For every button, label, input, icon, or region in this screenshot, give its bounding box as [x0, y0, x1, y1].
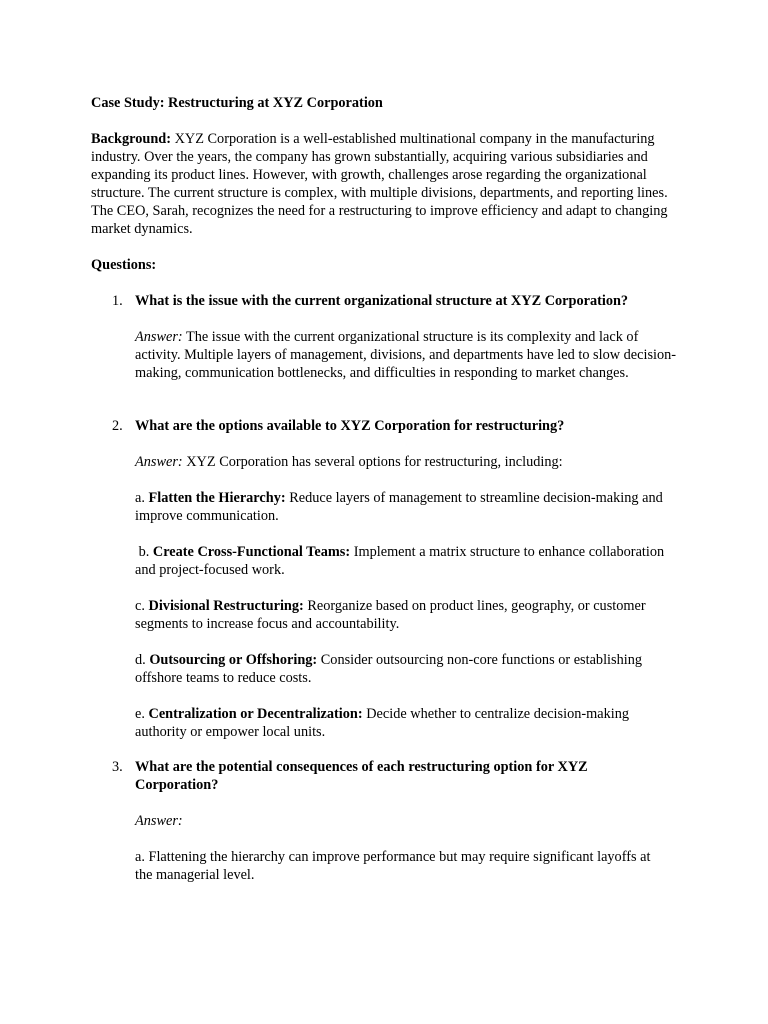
option-d: [135, 651, 683, 687]
question-number: 1.: [112, 293, 123, 309]
background-label: Background:: [91, 131, 171, 147]
background-text: XYZ Corporation is a well-established multinational company in the manufacturing industry. Over the years, the company has grown substantially, acquiring various subsidiaries and expanding its product lines. However, with growth, challenges arose regarding the organizational structure. The current structure is complex, with multiple divisions, departments, and reporting lines. The CEO, Sarah, recognizes the need for a restructuring to improve efficiency and adapt to changing market dynamics.: [91, 131, 668, 237]
option-text: Implement a matrix structure to enhance collaboration and project-focused work.: [135, 544, 665, 578]
question-3-text: What are the potential consequences of each restructuring option for XYZ Corporation?: [135, 759, 588, 793]
questions-heading: Questions:: [91, 257, 157, 273]
option-letter: d.: [135, 652, 146, 668]
option-c: [135, 597, 683, 633]
question-2-text: What are the options available to XYZ Corporation for restructuring?: [135, 418, 565, 434]
question-3-answer: [135, 812, 683, 830]
option-e: [135, 705, 683, 741]
answer-text: XYZ Corporation has several options for restructuring, including:: [186, 454, 563, 470]
option-letter: b.: [138, 544, 150, 560]
option-a: [135, 489, 683, 525]
question-2-answer: [135, 453, 683, 471]
answer-label: Answer:: [135, 454, 183, 470]
consequence-text: Flattening the hierarchy can improve performance but may require significant layoffs at the managerial level.: [135, 849, 651, 883]
option-text: Decide whether to centralize decision-making authority or empower local units.: [135, 706, 630, 740]
option-b: [135, 543, 683, 579]
answer-text: The issue with the current organizational structure is its complexity and lack of activity. Multiple layers of management, divisions, and departments have led to slow decision-making, communication bottlenecks, and difficulties in responding to market changes.: [135, 329, 677, 381]
option-title: Flatten the Hierarchy:: [148, 490, 286, 506]
question-1-answer: [135, 328, 683, 382]
page-title: Case Study: Restructuring at XYZ Corporation: [91, 95, 383, 111]
answer-label: Answer:: [135, 813, 183, 829]
option-title: Outsourcing or Offshoring:: [149, 652, 318, 668]
option-title: Centralization or Decentralization:: [148, 706, 363, 722]
option-letter: a.: [135, 490, 145, 506]
background-paragraph: [91, 130, 681, 238]
option-text: Reorganize based on product lines, geography, or customer segments to increase focus and accountability.: [135, 598, 646, 632]
option-text: Reduce layers of management to streamline decision-making and improve communication.: [135, 490, 663, 524]
question-1-text: What is the issue with the current organizational structure at XYZ Corporation?: [135, 293, 629, 309]
question-number: 2.: [112, 418, 123, 434]
consequence-a: [135, 848, 670, 884]
answer-label: Answer:: [135, 329, 183, 345]
option-title: Create Cross-Functional Teams:: [152, 544, 351, 560]
option-letter: e.: [135, 706, 145, 722]
consequence-letter: a.: [135, 849, 145, 865]
option-letter: c.: [135, 598, 145, 614]
option-text: Consider outsourcing non-core functions or establishing offshore teams to reduce costs.: [135, 652, 642, 686]
question-number: 3.: [112, 759, 123, 775]
option-title: Divisional Restructuring:: [148, 598, 304, 614]
